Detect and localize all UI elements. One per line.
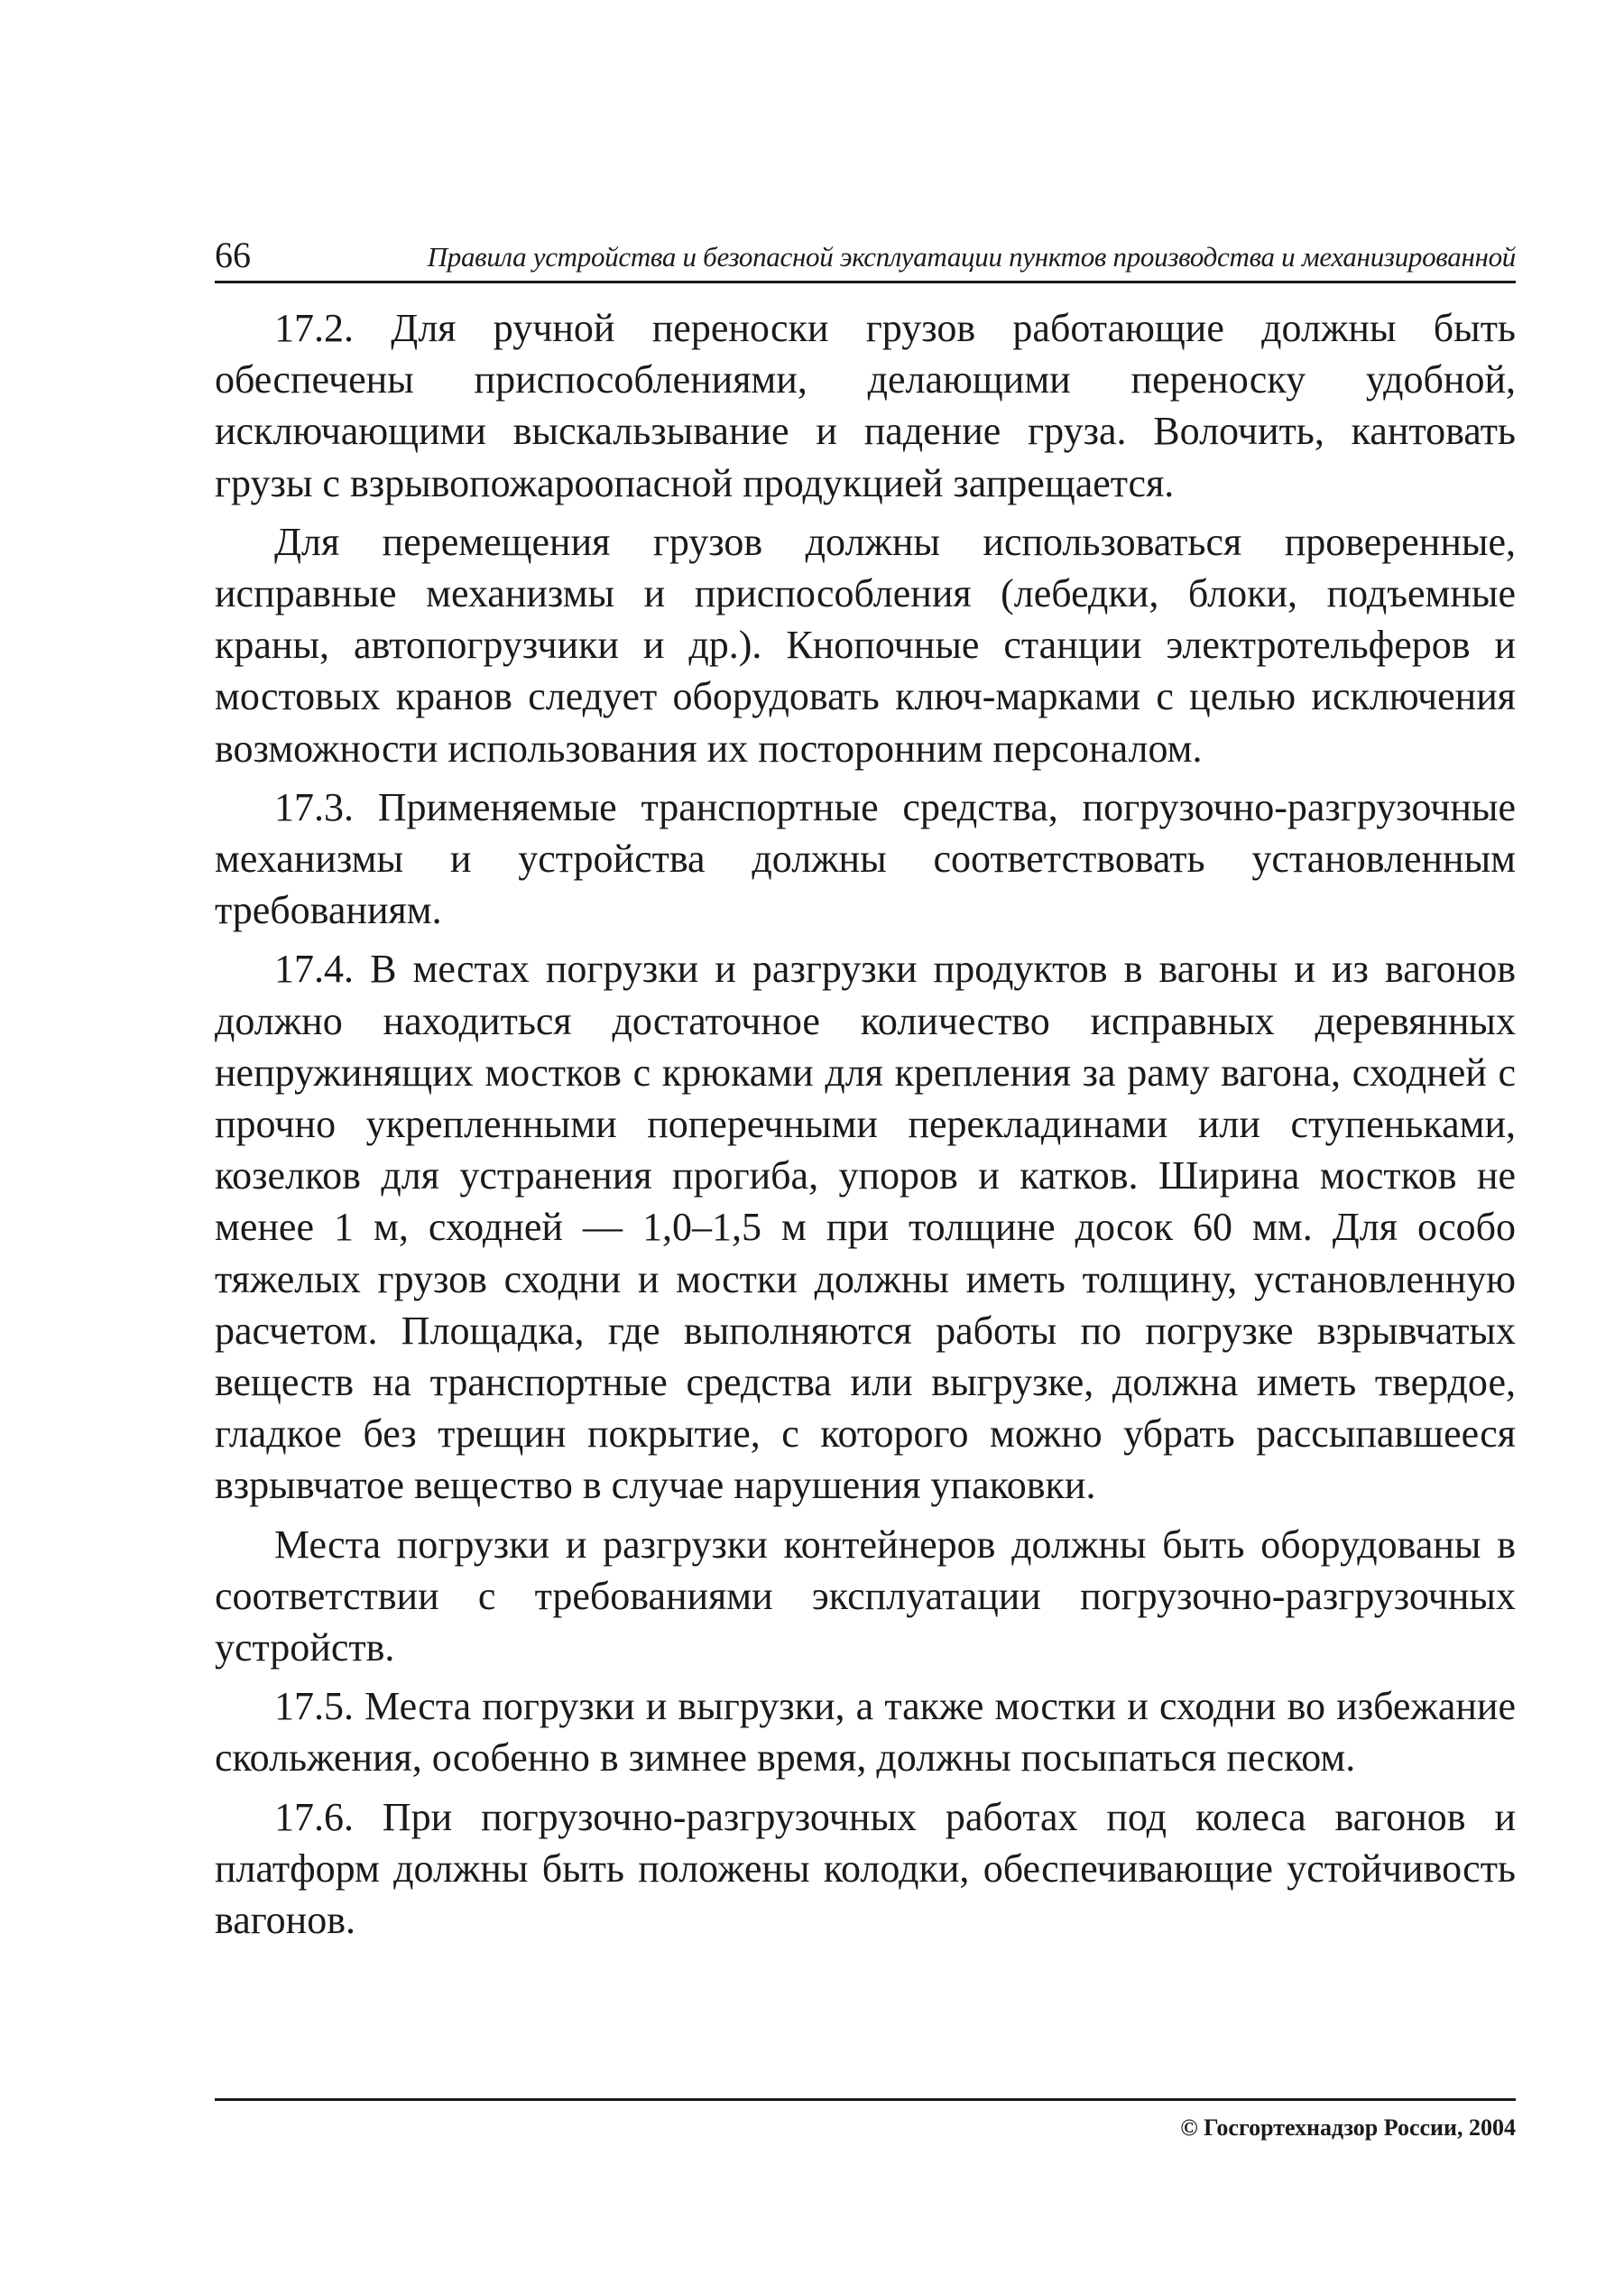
paragraph-17-6: 17.6. При погрузочно-разгрузочных работах под колеса вагонов и платформ должны быть положены колодки, обеспечивающие устойчивость вагонов. [215, 1794, 1516, 1943]
paragraph-lifting-mechanisms: Для перемещения грузов должны использоваться проверенные, исправные механизмы и приспособления (лебедки, блоки, подъемные краны, автопогрузчики и др.). Кнопочные станции электротельферов и мостовых кранов следует оборудовать ключ-марками с целью исключения возможности использования их посторонним персоналом. [215, 519, 1516, 771]
footer-divider [215, 2098, 1516, 2101]
paragraph-17-4: 17.4. В местах погрузки и разгрузки продуктов в вагоны и из вагонов должно находиться достаточное количество исправных деревянных непружинящих мостков с крюками для крепления за раму вагона, сходней с прочно укрепленными поперечными перекладинами или ступеньками, козелков для устранения прогиба, упоров и катков. Ширина мостков не менее 1 м, сходней — 1,0–1,5 м при толщине досок 60 мм. Для особо тяжелых грузов сходни и мостки должны иметь толщину, установленную расчетом. Площадка, где выполняются работы по погрузке взрывчатых веществ на транспортные средства или выгрузке, должна иметь твердое, гладкое без трещин покрытие, с которого можно убрать рассыпавшееся взрывчатое вещество в случае нарушения упаковки. [215, 947, 1516, 1508]
paragraph-17-5: 17.5. Места погрузки и выгрузки, а также мостки и сходни во избежание скольжения, особенно в зимнее время, должны посыпаться песком. [215, 1684, 1516, 1781]
running-title: Правила устройства и безопасной эксплуатации пунктов производства и механизированной [427, 241, 1516, 273]
paragraph-17-2: 17.2. Для ручной переноски грузов работающие должны быть обеспечены приспособлениями, делающими переноску удобной, исключающими выскальзывание и падение груза. Волочить, кантовать грузы с взрывопожароопасной продукцией запрещается. [215, 306, 1516, 505]
copyright-notice: © Госгортехнадзор России, 2004 [1180, 2114, 1516, 2141]
page-header [215, 230, 1516, 283]
body-text [215, 302, 1516, 1953]
paragraph-container-loading: Места погрузки и разгрузки контейнеров должны быть оборудованы в соответствии с требованиями эксплуатации погрузочно-разгрузочных устройств. [215, 1522, 1516, 1670]
page-number: 66 [215, 235, 251, 275]
paragraph-17-3: 17.3. Применяемые транспортные средства, погрузочно-разгрузочные механизмы и устройства должны соответствовать установленным требованиям. [215, 784, 1516, 933]
